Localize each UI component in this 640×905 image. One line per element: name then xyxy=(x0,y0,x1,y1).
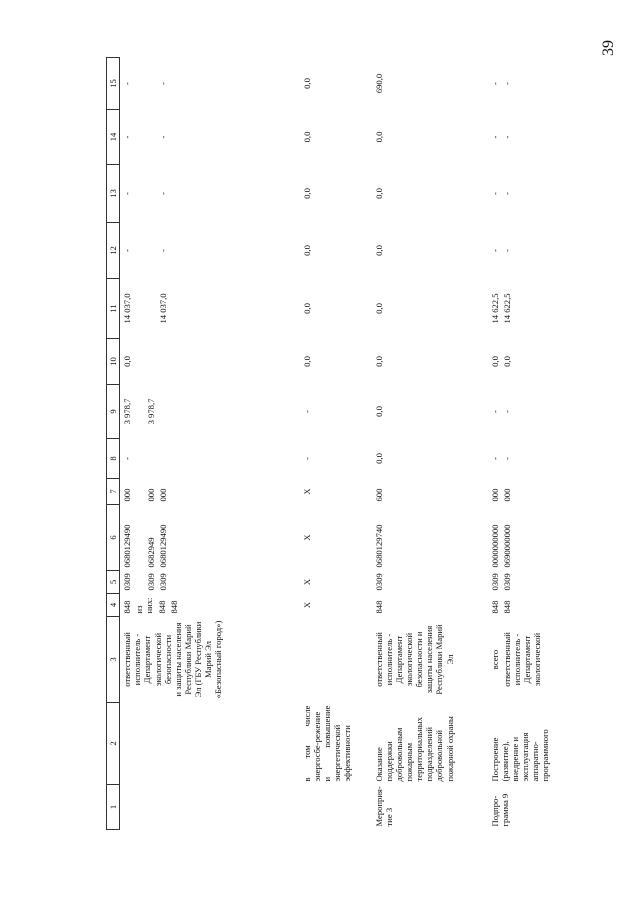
row-code-cell: Подпро-грамма 9 xyxy=(489,793,510,827)
row-code-cell: Мероприя-тие 3 xyxy=(373,786,394,827)
value-cell: 0,0 xyxy=(373,406,384,417)
value-cell: 0,0 xyxy=(301,131,312,143)
value: - xyxy=(158,82,169,85)
column-number-row xyxy=(107,58,120,830)
value: - xyxy=(122,82,133,85)
value: 14 622,5 xyxy=(489,293,500,324)
csr-cell xyxy=(488,505,578,571)
grbs-cell: 848 xyxy=(373,600,384,614)
value: 3 978,7 xyxy=(146,398,157,425)
value-cell: 0,0 xyxy=(301,188,312,199)
rzpr-cell xyxy=(488,571,578,594)
executor-cell xyxy=(488,617,578,703)
value: - xyxy=(122,192,133,195)
grbs-note: из них: xyxy=(134,597,155,614)
executor-text: ответственный исполнитель - Департамент экологической xyxy=(501,632,543,687)
executor-text: ответственный исполнитель - Департамент экологической безопасности xyxy=(122,632,173,687)
vr-cell xyxy=(488,479,578,505)
value-cell: 0,0 xyxy=(301,245,312,256)
value: - xyxy=(501,457,512,460)
vr-value: 000 xyxy=(158,488,169,502)
grbs-value: 848 xyxy=(156,600,167,614)
value: - xyxy=(489,135,500,139)
page-number: 39 xyxy=(600,40,617,56)
rzpr-value: 0309 xyxy=(146,573,157,591)
col-number: 11 xyxy=(107,279,120,339)
grbs-value: 848 xyxy=(501,600,512,614)
row-code-cell xyxy=(300,785,372,830)
value-cell: 0,0 xyxy=(373,131,384,143)
row-title-cell xyxy=(120,703,300,785)
rzpr-cell xyxy=(120,571,300,594)
executor-cell xyxy=(120,617,300,703)
vr-cell xyxy=(120,479,300,505)
value-cell: 0,0 xyxy=(373,245,384,256)
rzpr-value: 0309 xyxy=(489,573,500,591)
value-cell xyxy=(120,439,300,479)
col-number: 13 xyxy=(107,165,120,223)
col-number: 8 xyxy=(107,439,120,479)
value-cell xyxy=(488,110,578,165)
vr-value: 000 xyxy=(501,488,512,502)
rzpr-value: 0309 xyxy=(501,573,512,591)
value: 0,0 xyxy=(501,356,512,367)
value-cell: 690,0 xyxy=(373,73,384,94)
value-cell: 0,0 xyxy=(373,356,384,367)
value: - xyxy=(158,249,169,252)
vr-cell: Х xyxy=(301,488,312,495)
value: - xyxy=(122,135,133,139)
value: 3 978,7 xyxy=(122,398,133,425)
value: - xyxy=(501,135,512,139)
grbs-value: 848 xyxy=(122,600,133,614)
vr-value: 000 xyxy=(122,488,133,502)
budget-table xyxy=(106,57,578,830)
table-row xyxy=(372,58,488,830)
value-cell xyxy=(488,58,578,110)
value: - xyxy=(158,192,169,195)
csr-value: 0680129490 xyxy=(158,524,169,568)
value: - xyxy=(489,192,500,195)
value: 14 037,0 xyxy=(122,293,133,324)
budget-table-rotated xyxy=(106,58,616,830)
value-cell: 0,0 xyxy=(301,356,312,367)
csr-cell: 0680129740 xyxy=(373,524,384,568)
value: - xyxy=(501,249,512,252)
table-row xyxy=(300,58,372,830)
value-cell: 0,0 xyxy=(373,303,384,314)
csr-value: 0690000000 xyxy=(501,524,512,568)
col-number: 4 xyxy=(107,594,120,617)
value-cell xyxy=(488,165,578,223)
value-cell xyxy=(120,385,300,439)
executor-text: и защиты населения Республики Марий Эл (ГБУ Республики Марий Эл «Безопасный город») xyxy=(172,620,224,699)
table-row xyxy=(120,58,300,830)
grbs-value: 848 xyxy=(489,600,500,614)
grbs-cell xyxy=(488,594,578,617)
col-number: 6 xyxy=(107,505,120,571)
row-title-cell: Оказание поддержки добровольным пожарным территориальных подразделений добровольной пожарной охраны xyxy=(373,716,455,782)
value: - xyxy=(489,410,500,413)
value: - xyxy=(122,249,133,252)
table-row xyxy=(488,58,578,830)
value-cell xyxy=(488,439,578,479)
value-cell xyxy=(488,223,578,279)
csr-cell xyxy=(120,505,300,571)
value-cell: 0,0 xyxy=(301,78,312,89)
value: 0,0 xyxy=(489,356,500,367)
row-code-cell xyxy=(120,785,300,830)
csr-value: 0680129490 xyxy=(122,524,133,568)
col-number: 12 xyxy=(107,223,120,279)
col-number: 10 xyxy=(107,339,120,385)
executor-cell: ответственный исполнитель - Департамент экологической безопасности и защиты населения Республики Марий Эл xyxy=(373,624,455,695)
col-number: 3 xyxy=(107,617,120,703)
value: - xyxy=(501,410,512,413)
value-cell xyxy=(120,58,300,110)
value-cell xyxy=(120,339,300,385)
csr-value: 0682949 xyxy=(146,537,157,568)
grbs-cell: Х xyxy=(301,601,312,609)
csr-cell: Х xyxy=(301,534,312,541)
csr-value: 0000000000 xyxy=(489,524,500,568)
value-cell: - xyxy=(301,457,312,460)
col-number: 5 xyxy=(107,571,120,594)
col-number: 2 xyxy=(107,703,120,785)
value-cell: - xyxy=(301,410,312,413)
rzpr-value: 0309 xyxy=(122,573,133,591)
value-cell: 0,0 xyxy=(301,303,312,314)
value-cell xyxy=(120,279,300,339)
rzpr-cell: Х xyxy=(301,578,312,586)
col-number: 9 xyxy=(107,385,120,439)
value-cell xyxy=(120,223,300,279)
vr-value: 000 xyxy=(489,488,500,502)
value: - xyxy=(158,135,169,139)
col-number: 7 xyxy=(107,479,120,505)
value: - xyxy=(489,249,500,252)
value-cell xyxy=(488,279,578,339)
value: 0,0 xyxy=(122,356,133,367)
col-number: 14 xyxy=(107,110,120,165)
col-number: 15 xyxy=(107,58,120,110)
value: - xyxy=(489,457,500,460)
value: - xyxy=(501,192,512,195)
vr-value: 000 xyxy=(146,488,157,502)
value-cell: 0,0 xyxy=(373,188,384,199)
value: 14 622,5 xyxy=(501,293,512,324)
value: 14 037,0 xyxy=(158,293,169,324)
value-cell: 0,0 xyxy=(373,453,384,464)
rzpr-cell: 0309 xyxy=(373,573,384,591)
value: - xyxy=(489,82,500,85)
grbs-cell xyxy=(120,594,300,617)
executor-cell xyxy=(300,617,372,703)
col-number: 1 xyxy=(107,785,120,830)
value: - xyxy=(122,457,133,460)
executor-text: всего xyxy=(489,649,500,670)
value: - xyxy=(501,82,512,85)
value-cell xyxy=(488,339,578,385)
row-title-cell: в том числе энергосбе-режение и повышение энергетической эффективности xyxy=(301,705,353,782)
vr-cell: 600 xyxy=(373,488,384,502)
rzpr-value: 0309 xyxy=(158,573,169,591)
value-cell xyxy=(120,110,300,165)
value-cell xyxy=(120,165,300,223)
row-title-cell: Построение (развитие), внедрение и эксплуатация аппаратно-программного xyxy=(489,729,551,782)
grbs-value: 848 xyxy=(168,600,179,614)
value-cell xyxy=(488,385,578,439)
